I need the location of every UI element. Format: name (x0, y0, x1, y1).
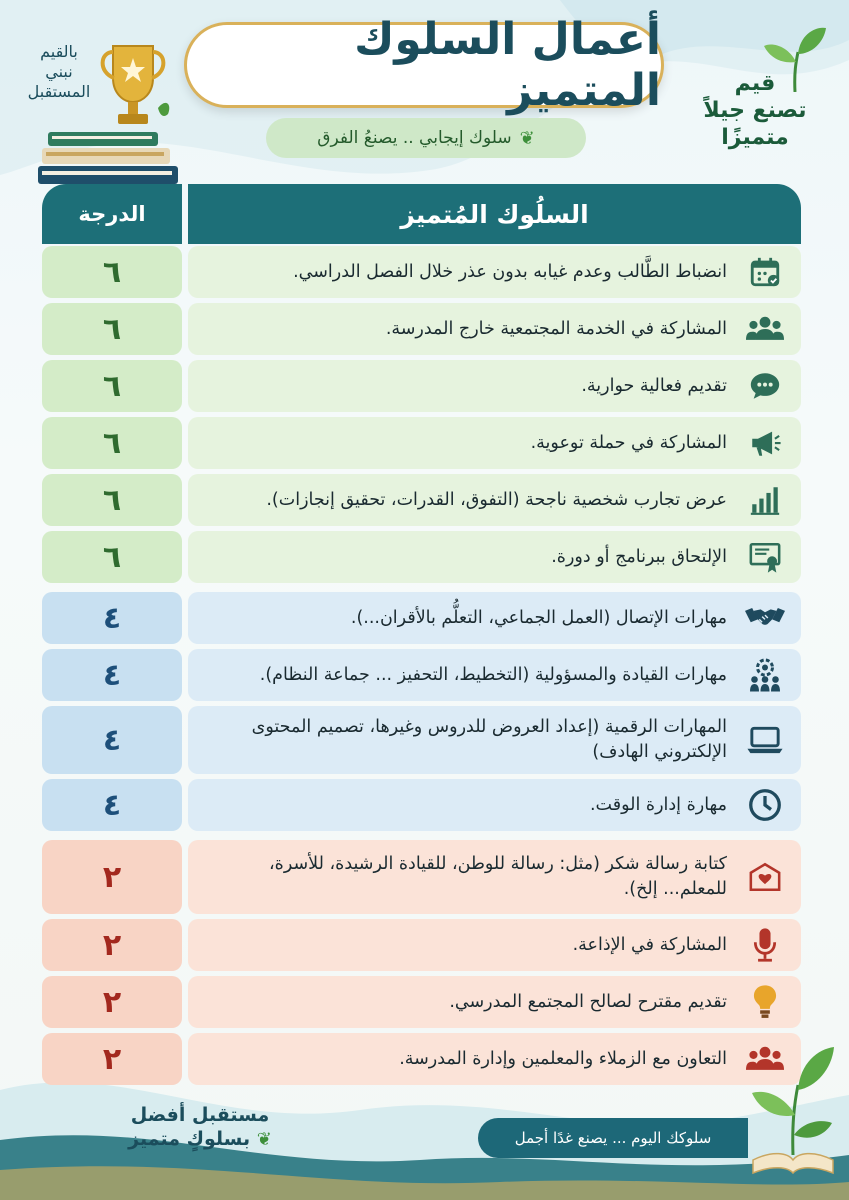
subtitle-text: سلوك إيجابي .. يصنعُ الفرق (317, 128, 512, 148)
behavior-text: تقديم مقترح لصالح المجتمع المدرسي. (449, 991, 727, 1012)
table-row (42, 919, 801, 971)
table-row (42, 706, 801, 774)
behavior-table (42, 184, 801, 1090)
behavior-text: الإلتحاق ببرنامج أو دورة. (551, 546, 727, 567)
table-row (42, 303, 801, 355)
behavior-cell (188, 246, 801, 298)
behavior-text: المشاركة في الإذاعة. (572, 934, 727, 955)
page-title: أعمال السلوك المتميز (354, 14, 661, 116)
certificate-icon (739, 531, 791, 583)
behavior-cell (188, 779, 801, 831)
left-badge-text (20, 42, 98, 102)
grade-cell: ٦ (42, 246, 182, 298)
behavior-cell (188, 706, 801, 774)
heart-letter-icon (739, 851, 791, 903)
behavior-cell (188, 531, 801, 583)
table-row (42, 592, 801, 644)
behavior-text: مهارات القيادة والمسؤولية (التخطيط، التحفيز ... جماعة النظام). (259, 664, 727, 685)
behavior-text: التعاون مع الزملاء والمعلمين وإدارة المدرسة. (399, 1048, 727, 1069)
grade-cell: ٢ (42, 976, 182, 1028)
calendar-check-icon (739, 246, 791, 298)
behavior-cell (188, 840, 801, 914)
subtitle-pill (266, 118, 586, 158)
behavior-text: مهارات الإتصال (العمل الجماعي، التعلُّم بالأقران...). (350, 607, 727, 628)
behavior-cell (188, 976, 801, 1028)
trophy-icon (88, 38, 178, 138)
footer-pill: سلوكك اليوم ... يصنع غدًا أجمل (478, 1118, 748, 1158)
left-badge-line: بالقيم (40, 42, 78, 61)
behavior-cell (188, 592, 801, 644)
grade-cell: ٤ (42, 779, 182, 831)
behavior-cell (188, 303, 801, 355)
table-header (42, 184, 801, 244)
microphone-icon (739, 919, 791, 971)
table-row (42, 531, 801, 583)
behavior-cell (188, 919, 801, 971)
behavior-text: المهارات الرقمية (إعداد العروض للدروس وغيرها، تصميم المحتوى الإلكتروني الهادف) (251, 717, 727, 762)
behavior-cell (188, 417, 801, 469)
plant-book-icon (748, 1035, 838, 1175)
behavior-text: مهارة إدارة الوقت. (589, 794, 727, 815)
header-behavior: السلُوك المُتميز (188, 184, 801, 244)
chat-bubble-icon (739, 360, 791, 412)
grade-cell: ٤ (42, 592, 182, 644)
grade-cell: ٢ (42, 840, 182, 914)
behavior-text: عرض تجارب شخصية ناجحة (التفوق، القدرات، تحقيق إنجازات). (266, 489, 727, 510)
grade-cell: ٦ (42, 417, 182, 469)
behavior-text: المشاركة في حملة توعوية. (530, 432, 727, 453)
grade-cell: ٦ (42, 474, 182, 526)
behavior-text: انضباط الطَّالب وعدم غيابه بدون عذر خلال الفصل الدراسي. (293, 261, 727, 282)
lightbulb-icon (739, 976, 791, 1028)
right-badge-line: متميزًا (721, 125, 789, 150)
right-badge-line: تصنع جيلاً (703, 98, 807, 123)
table-row (42, 649, 801, 701)
laptop-icon (739, 714, 791, 766)
left-badge-line: المستقبل (27, 82, 91, 101)
behavior-text: تقديم فعالية حوارية. (581, 375, 727, 396)
table-row (42, 779, 801, 831)
footer-slogan-line (120, 1127, 280, 1152)
clock-icon (739, 779, 791, 831)
right-badge-line: قيم (734, 71, 776, 96)
books-icon (38, 128, 188, 188)
grade-cell: ٢ (42, 919, 182, 971)
right-badge-text (700, 70, 810, 151)
table-row (42, 1033, 801, 1085)
leaf-icon: ❦ (256, 1129, 272, 1150)
team-gear-icon (739, 649, 791, 701)
people-group-icon (739, 303, 791, 355)
title-banner (184, 14, 664, 116)
table-row (42, 246, 801, 298)
megaphone-icon (739, 417, 791, 469)
handshake-icon (739, 592, 791, 644)
table-row (42, 474, 801, 526)
behavior-cell (188, 649, 801, 701)
table-row (42, 840, 801, 914)
behavior-text: كتابة رسالة شكر (مثل: رسالة للوطن، للقيادة الرشيدة، للأسرة، للمعلم... إلخ). (269, 854, 727, 899)
grade-cell: ٤ (42, 706, 182, 774)
grade-cell: ٦ (42, 531, 182, 583)
footer-slogan (120, 1103, 280, 1152)
footer-slogan-text: بسلوكٍ متميز (128, 1128, 251, 1150)
grade-cell: ٦ (42, 303, 182, 355)
table-row (42, 360, 801, 412)
grade-cell: ٢ (42, 1033, 182, 1085)
grade-cell: ٦ (42, 360, 182, 412)
footer-slogan-line: مستقبل أفضل (130, 1104, 270, 1126)
behavior-text: المشاركة في الخدمة المجتمعية خارج المدرسة. (385, 318, 727, 339)
behavior-cell (188, 360, 801, 412)
grade-cell: ٤ (42, 649, 182, 701)
behavior-cell (188, 1033, 801, 1085)
leaf-icon: ❦ (519, 127, 535, 149)
header-grade: الدرجة (42, 184, 182, 244)
behavior-cell (188, 474, 801, 526)
bar-chart-icon (739, 474, 791, 526)
table-row (42, 417, 801, 469)
table-row (42, 976, 801, 1028)
left-badge-line: نبني (45, 62, 73, 81)
